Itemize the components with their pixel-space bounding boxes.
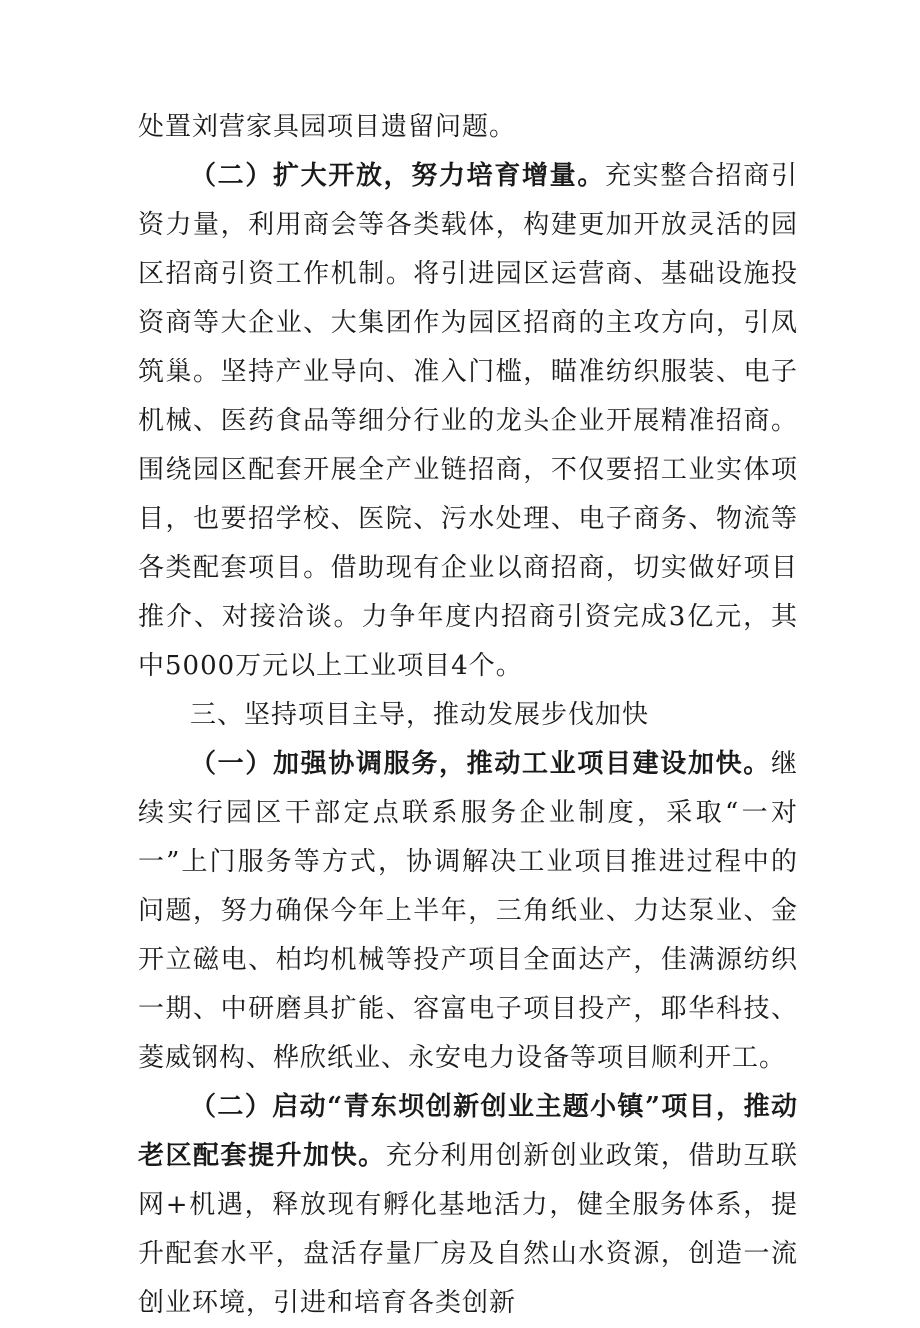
paragraph-4-text: 继续实行园区干部定点联系服务企业制度，采取“一对一”上门服务等方式，协调解决工业项目推进过程中的问题，努力确保今年上半年，三角纸业、力达泵业、金开立磁电、柏均机械等投产项目全面达产，佳满源纺织一期、中研磨具扩能、容富电子项目投产，耶华科技、菱威钢构、桦欣纸业、永安电力设备等项目顺利开工。 [138,749,798,1073]
section-heading-3: 三、坚持项目主导，推动发展步伐加快 [190,700,650,730]
paragraph-5-lead: （二）启动“青东坝创新创业主题小镇”项目，推动老区配套提升加快。 [138,1092,798,1171]
paragraph-1-text: 处置刘营家具园项目遗留问题。 [138,112,517,142]
paragraph-5 [138,1083,798,1328]
paragraph-2 [138,152,798,691]
paragraph-4 [138,740,798,1083]
paragraph-1 [138,103,798,152]
paragraph-4-lead: （一）加强协调服务，推动工业项目建设加快。 [190,749,771,779]
paragraph-2-text: 充实整合招商引资力量，利用商会等各类载体，构建更加开放灵活的园区招商引资工作机制。将引进园区运营商、基础设施投资商等大企业、大集团作为园区招商的主攻方向，引凤筑巢。坚持产业导向、准入门槛，瞄准纺织服装、电子机械、医药食品等细分行业的龙头企业开展精准招商。围绕园区配套开展全产业链招商，不仅要招工业实体项目，也要招学校、医院、污水处理、电子商务、物流等各类配套项目。借助现有企业以商招商，切实做好项目推介、对接洽谈。力争年度内招商引资完成3亿元，其中5000万元以上工业项目4个。 [138,161,798,681]
paragraph-5-text: 充分利用创新创业政策，借助互联网+机遇，释放现有孵化基地活力，健全服务体系，提升配套水平，盘活存量厂房及自然山水资源，创造一流创业环境，引进和培育各类创新 [138,1141,798,1318]
paragraph-2-lead: （二）扩大开放，努力培育增量。 [190,161,605,191]
document-body [138,103,798,1328]
